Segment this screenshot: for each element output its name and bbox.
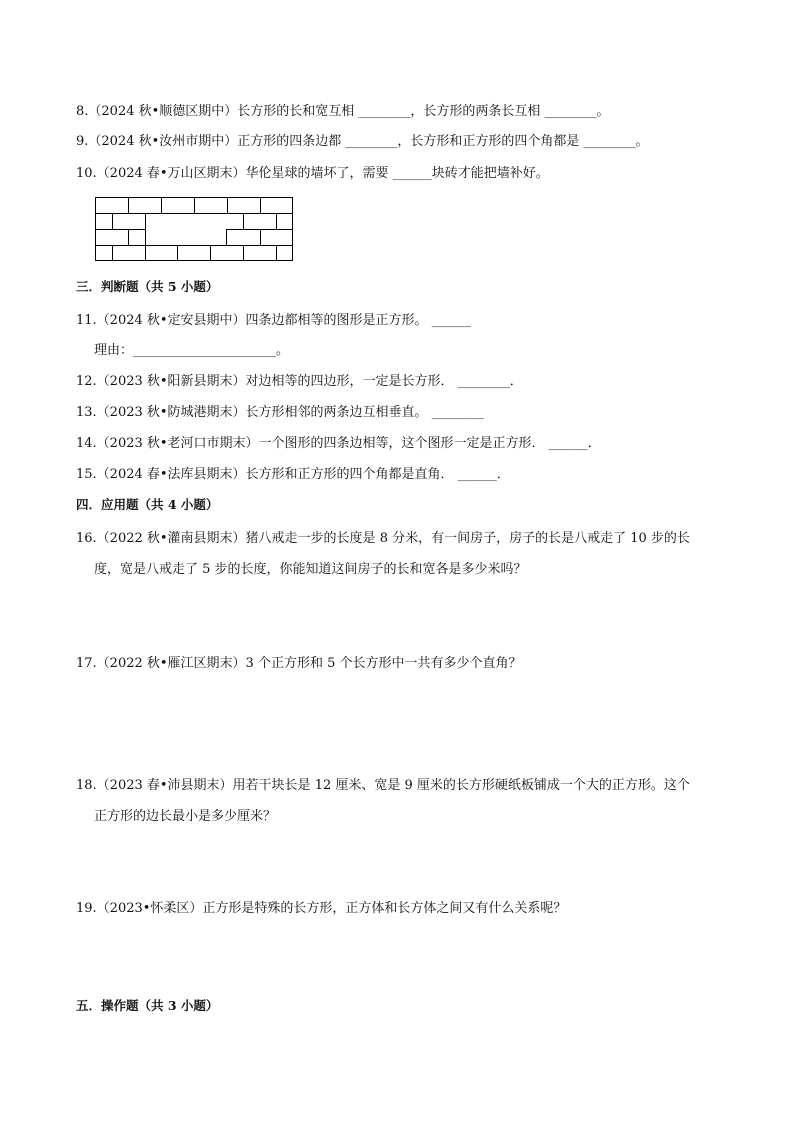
question-8: 8.（2024 秋•顺德区期中）长方形的长和宽互相 ________，长方形的两条长互相 ________。 bbox=[76, 104, 610, 119]
section-5-heading: 五．操作题（共 3 小题） bbox=[76, 998, 219, 1013]
question-11: 11.（2024 秋•定安县期中）四条边都相等的图形是正方形。 ______ bbox=[76, 313, 471, 328]
question-12: 12.（2023 秋•阳新县期末）对边相等的四边形，一定是长方形． ________． bbox=[76, 374, 523, 389]
question-13: 13.（2023 秋•防城港期末）长方形相邻的两条边互相垂直。 ________ bbox=[76, 405, 484, 420]
question-10: 10.（2024 春•万山区期末）华伦星球的墙坏了，需要 ______块砖才能把墙补好。 bbox=[76, 166, 549, 181]
question-14: 14.（2023 秋•老河口市期末）一个图形的四条边相等，这个图形一定是正方形． ______． bbox=[76, 436, 601, 451]
question-9: 9.（2024 秋•汝州市期中）正方形的四条边都 ________，长方形和正方形的四个角都是 ________。 bbox=[76, 134, 649, 149]
question-17: 17.（2022 秋•雁江区期末）3 个正方形和 5 个长方形中一共有多少个直角？ bbox=[76, 656, 522, 671]
question-19: 19.（2023•怀柔区）正方形是特殊的长方形，正方体和长方体之间又有什么关系呢？ bbox=[76, 901, 567, 916]
question-18-line-1: 18.（2023 春•沛县期末）用若干块长是 12 厘米、宽是 9 厘米的长方形硬纸板铺成一个大的正方形。这个 bbox=[76, 778, 690, 793]
question-16-line-1: 16.（2022 秋•灌南县期末）猪八戒走一步的长度是 8 分米，有一间房子，房子的长是八戒走了 10 步的长 bbox=[76, 531, 690, 546]
question-18-line-2: 正方形的边长最小是多少厘米？ bbox=[94, 809, 277, 824]
question-11-reason: 理由：______________________。 bbox=[94, 343, 290, 358]
section-4-heading: 四．应用题（共 4 小题） bbox=[76, 497, 219, 512]
question-16-line-2: 度，宽是八戒走了 5 步的长度，你能知道这间房子的长和宽各是多少米吗？ bbox=[94, 562, 527, 577]
section-3-heading: 三．判断题（共 5 小题） bbox=[76, 279, 219, 294]
question-15: 15.（2024 春•法库县期末）长方形和正方形的四个角都是直角． ______． bbox=[76, 467, 510, 482]
brick-wall-figure bbox=[95, 197, 294, 261]
